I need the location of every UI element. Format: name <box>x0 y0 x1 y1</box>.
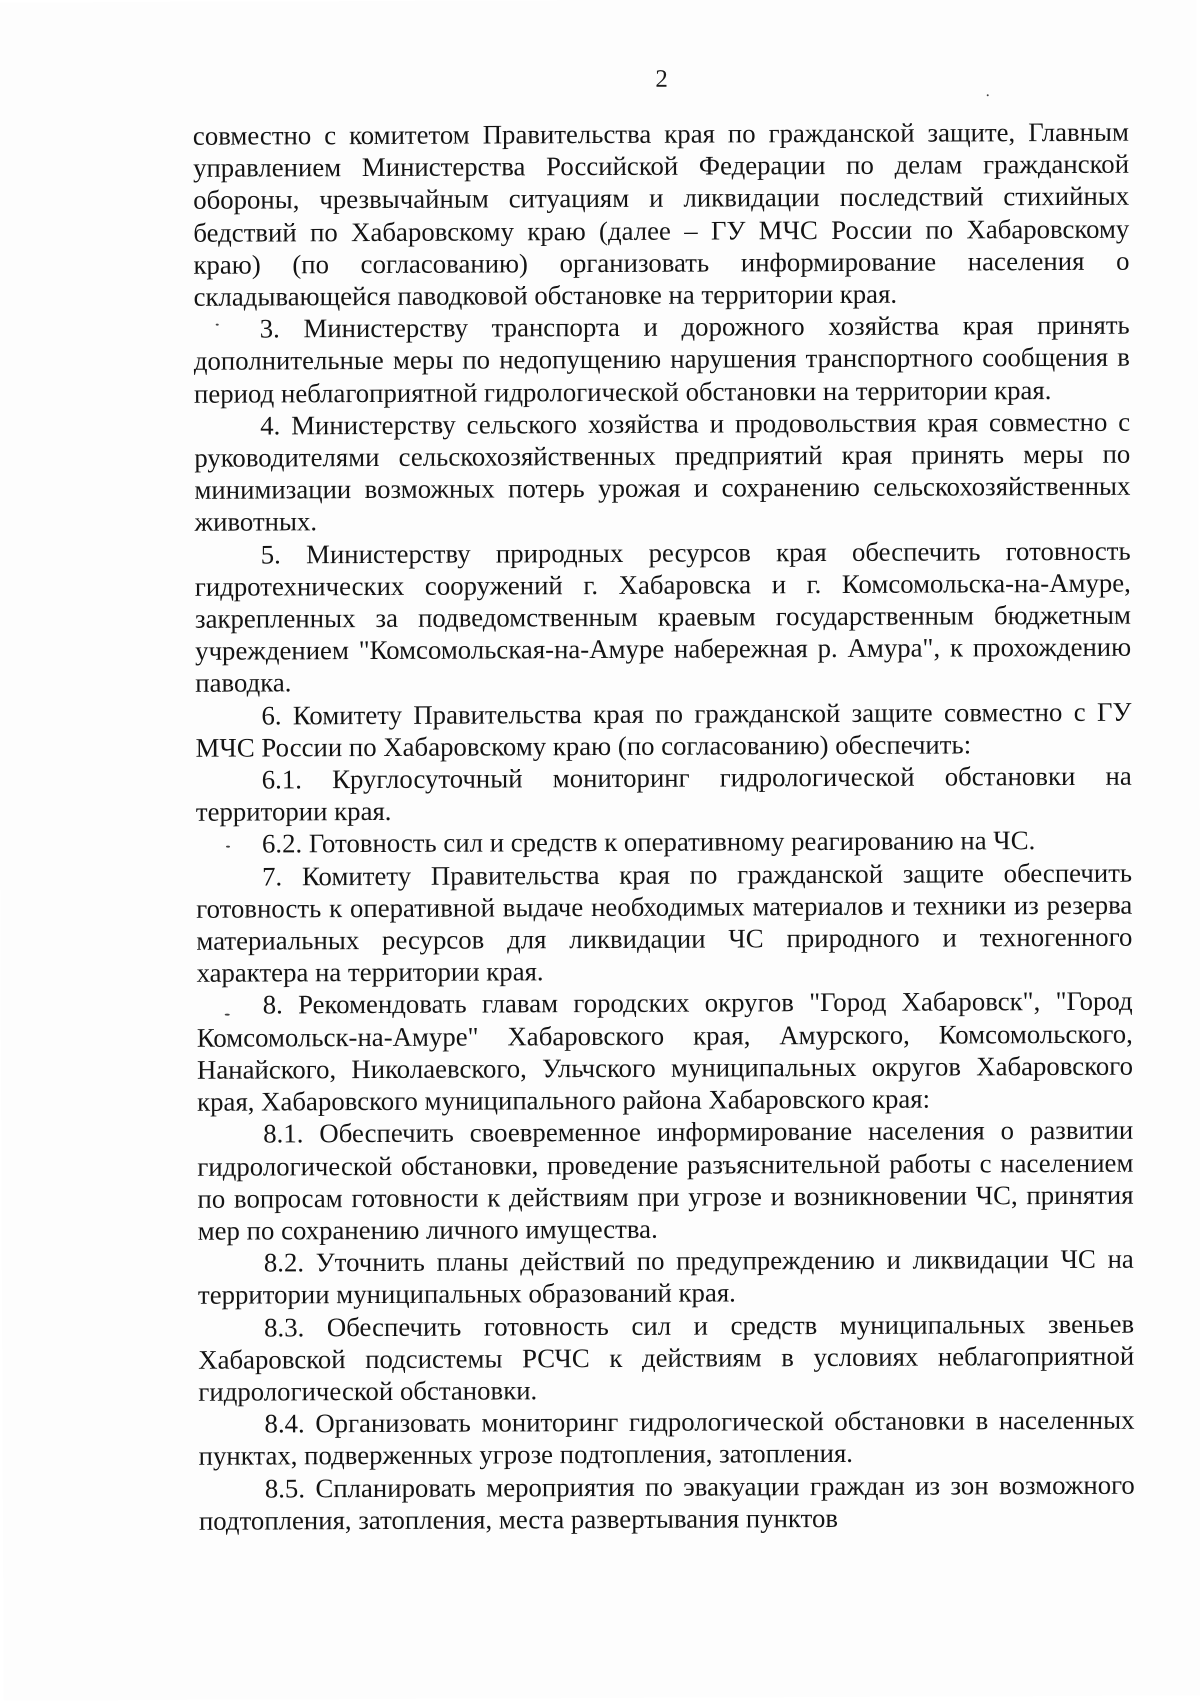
paragraph-item-5: 5. Министерству природных ресурсов края обеспечить готовность гидротехнических сооружений г. Хабаровска и г. Комсомольска-на-Амуре, закрепленных за подведомственным краевым государственным бюджетным учреждением "Комсомольская-на-Амуре набережная р. Амура", к прохождению паводка. <box>194 535 1132 699</box>
scan-speck <box>226 846 230 848</box>
paragraph-item-4: 4. Министерству сельского хозяйства и продовольствия края совместно с руководителями сельскохозяйственных предприятий края принять меры по минимизации возможных потерь урожая и сохранению сельскохозяйственных животных. <box>194 406 1131 538</box>
paragraph-continuation: совместно с комитетом Правительства края по гражданской защите, Главным управлением Министерства Российской Федерации по делам гражданской обороны, чрезвычайным ситуациям и ликвидации последствий стихийных бедствий по Хабаровскому краю (далее – ГУ МЧС России по Хабаровскому краю) (по согласованию) организовать информирование населения о складывающейся паводковой обстановке на территории края. <box>192 116 1130 312</box>
paragraph-item-8-3: 8.3. Обеспечить готовность сил и средств муниципальных звеньев Хабаровской подсистемы РСЧС к действиям в условиях неблагоприятной гидрологической обстановки. <box>198 1308 1135 1407</box>
paragraph-item-7: 7. Комитету Правительства края по гражданской защите обеспечить готовность к оперативной выдаче необходимых материалов и техники из резерва материальных ресурсов для ликвидации ЧС природного и техногенного характера на территории края. <box>196 857 1133 989</box>
scan-speck <box>987 94 989 96</box>
document-body <box>193 116 1135 1537</box>
paragraph-item-8-5: 8.5. Спланировать мероприятия по эвакуации граждан из зон возможного подтопления, затопления, места развертывания пунктов <box>198 1469 1135 1536</box>
paragraph-item-8: 8. Рекомендовать главам городских округов "Город Хабаровск", "Город Комсомольск-на-Амуре" Хабаровского края, Амурского, Комсомольского, Нанайского, Николаевского, Ульчского муниципальных округов Хабаровского края, Хабаровского муниципального района Хабаровского края: <box>196 986 1134 1117</box>
paragraph-item-8-1: 8.1. Обеспечить своевременное информирование населения о развитии гидрологической обстановки, проведение разъяснительной работы с населением по вопросам готовности к действиям при угрозе и возникновении ЧС, принятия мер по сохранению личного имущества. <box>197 1114 1134 1246</box>
scan-speck <box>225 1014 230 1016</box>
paragraph-item-6: 6. Комитету Правительства края по гражданской защите совместно с ГУ МЧС России по Хабаровскому краю (по согласованию) обеспечить: <box>195 696 1132 763</box>
paragraph-item-6-1: 6.1. Круглосуточный мониторинг гидрологической обстановки на территории края. <box>195 760 1132 828</box>
paragraph-item-3: 3. Министерству транспорта и дорожного хозяйства края принять дополнительные меры по недопущению нарушения транспортного сообщения в период неблагоприятной гидрологической обстановки на территории края. <box>193 309 1130 409</box>
scan-speck <box>216 324 219 326</box>
paragraph-item-8-4: 8.4. Организовать мониторинг гидрологической обстановки в населенных пунктах, подверженных угрозе подтопления, затопления. <box>198 1404 1135 1472</box>
paragraph-item-6-2: 6.2. Готовность сил и средств к оперативному реагированию на ЧС. <box>261 825 1036 859</box>
paragraph-item-8-2: 8.2. Уточнить планы действий по предупреждению и ликвидации ЧС на территории муниципальных образований края. <box>197 1243 1134 1311</box>
page-number: 2 <box>655 65 668 93</box>
